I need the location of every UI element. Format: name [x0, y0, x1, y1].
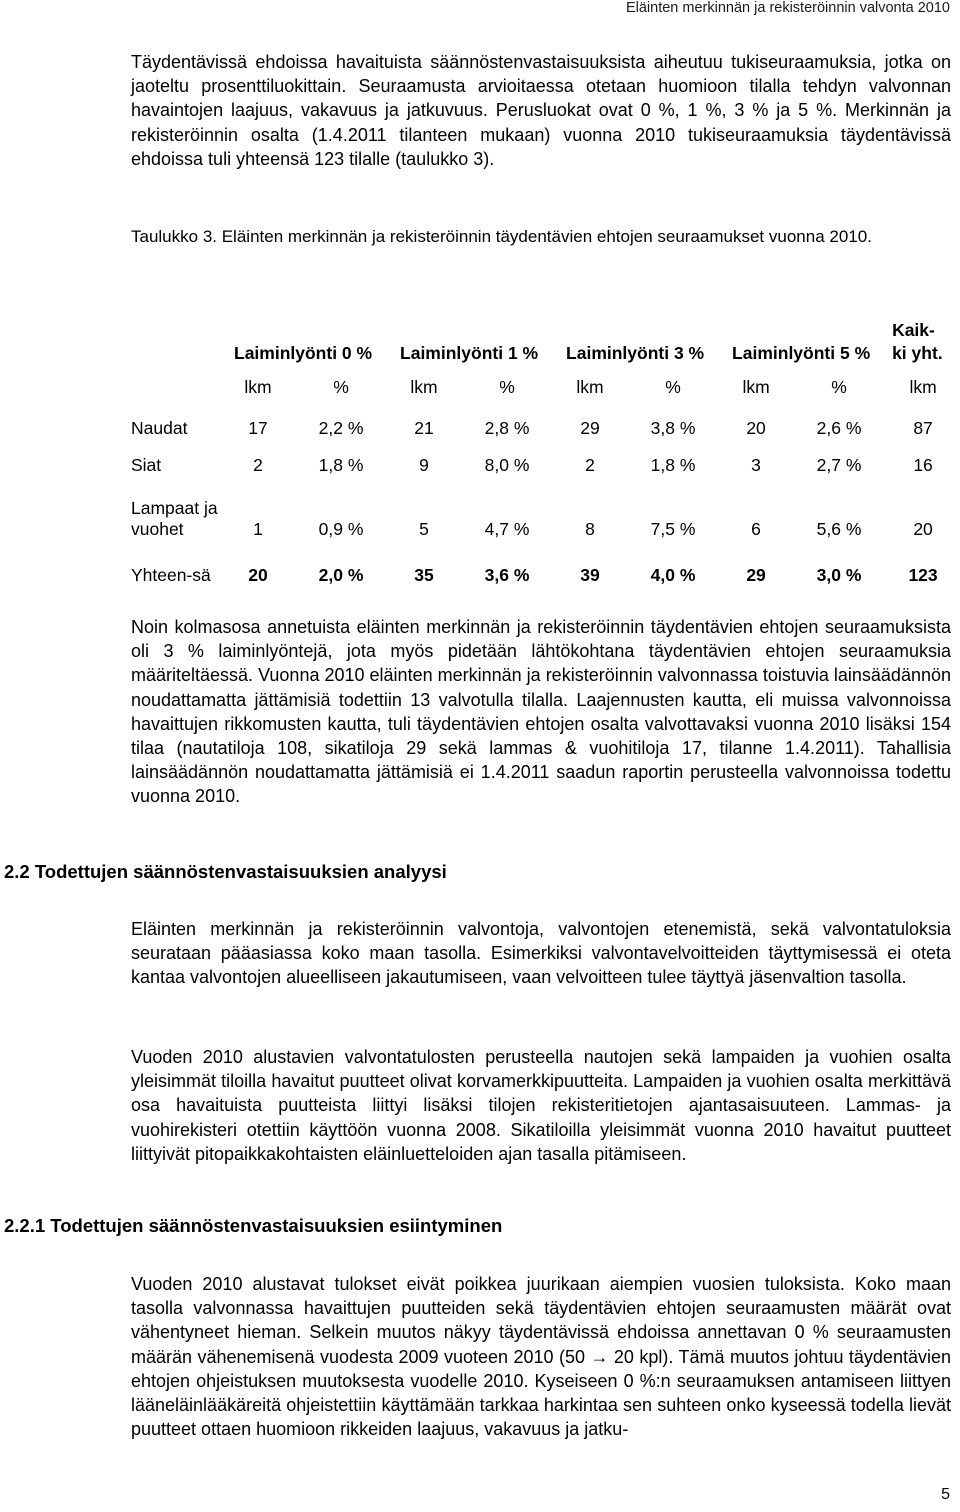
table-cell: 2,0 % — [318, 565, 364, 585]
row-label: Lampaat ja vuohet — [131, 498, 218, 539]
paragraph-analysis-1-text: Eläinten merkinnän ja rekisteröinnin valvontoja, valvontojen etenemistä, sekä valvontatuloksia seurataan pääasiassa koko maan tasolla. Esimerkiksi valvontavelvoitteiden täyttymisessä ei oteta kantaa valvontojen alueelliseen jakautumiseen, vaan velvoitteen tulee täyttyä jäsenvaltion tasolla. — [131, 919, 951, 988]
table-cell: 4,7 % — [484, 519, 530, 539]
row-label: Naudat — [131, 418, 188, 438]
paragraph-analysis-2 — [131, 1045, 951, 1166]
table-cell: 87 — [913, 418, 933, 438]
table-cell: 1,8 % — [650, 455, 696, 475]
header-col-0: Laiminlyönti 0 % — [234, 343, 373, 363]
table-row — [123, 447, 956, 484]
paragraph-intro-text: Täydentävissä ehdoissa havaituista säännöstenvastaisuuksista aiheutuu tukiseuraamuksia, jotka on jaoteltu prosenttiluokittain. Seuraamusta arvioitaessa otetaan huomioon tilalla tehdyn valvonnan havaintojen laajuus, vakavuus ja jatkuvuus. Perusluokat ovat 0 %, 1 %, 3 % ja 5 %. Merkinnän ja rekisteröinnin osalta (1.4.2011 tilanteen mukaan) vuonna 2010 tukiseuraamuksia täydentävissä ehdoissa tuli yhteensä 123 tilalle (taulukko 3). — [131, 52, 951, 169]
table-cell: 1,8 % — [318, 455, 364, 475]
unit-cell: lkm — [742, 377, 770, 397]
table-caption: Taulukko 3. Eläinten merkinnän ja rekisteröinnin täydentävien ehtojen seuraamukset vuonna 2010. — [131, 227, 872, 246]
table-cell: 123 — [908, 565, 938, 585]
table-cell: 4,0 % — [650, 565, 696, 585]
table-cell: 2 — [253, 455, 263, 475]
section-heading-2-2: 2.2 Todettujen säännöstenvastaisuuksien analyysi — [4, 861, 447, 882]
unit-cell: % — [333, 377, 349, 397]
table-cell: 2,8 % — [484, 418, 530, 438]
table-cell: 5,6 % — [816, 519, 862, 539]
header-col-3: Laiminlyönti 3 % — [566, 343, 705, 363]
table-cell: 3,6 % — [484, 565, 530, 585]
paragraph-intro — [131, 50, 951, 171]
table-cell: 2,7 % — [816, 455, 862, 475]
table-cell: 29 — [580, 418, 600, 438]
unit-cell: lkm — [909, 377, 937, 397]
paragraph-occurrence — [131, 1272, 951, 1441]
sanctions-table — [123, 290, 956, 586]
header-col-1: Laiminlyönti 1 % — [400, 343, 539, 363]
table-cell: 39 — [580, 565, 600, 585]
table-total-row — [123, 540, 956, 586]
table-cell: 8 — [585, 519, 595, 539]
table-cell: 20 — [248, 565, 268, 585]
table-cell: 0,9 % — [318, 519, 364, 539]
table-cell: 21 — [414, 418, 434, 438]
table-cell: 3 — [751, 455, 761, 475]
section-heading-2-2-1: 2.2.1 Todettujen säännöstenvastaisuuksien esiintyminen — [4, 1215, 503, 1236]
table-cell: 2,2 % — [318, 418, 364, 438]
table-cell: 2 — [585, 455, 595, 475]
table-cell: 8,0 % — [484, 455, 530, 475]
header-col-5: Laiminlyönti 5 % — [732, 343, 871, 363]
header-empty — [123, 290, 226, 365]
paragraph-occurrence-text: Vuoden 2010 alustavat tulokset eivät poikkea juurikaan aiempien vuosien tuloksista. Koko maan tasolla valvonnassa havaittujen puutteiden sekä täydentävien ehtojen seuraamusten määrät ovat vähentyneet hieman. Selkein muutos näkyy täydentävissä ehdoissa annettavan 0 % seuraamusten määrän vähenemisenä vuodesta 2009 vuoteen 2010 (50 → 20 kpl). Tämä muutos johtuu täydentävien ehtojen ohjeistuksen muutoksesta vuodelle 2010. Kyseiseen 0 %:n seuraamuksen antamiseen liittyen lääneläinlääkäreitä ohjeistettiin käyttämään tarkkaa harkintaa sen suhteen onko kyseessä todella lievät puutteet ottaen huomioon rikkeiden laajuus, vakavuus ja jatku- — [131, 1274, 951, 1440]
unit-cell: % — [499, 377, 515, 397]
table-cell: 9 — [419, 455, 429, 475]
paragraph-analysis-1 — [131, 917, 951, 990]
unit-cell: % — [831, 377, 847, 397]
page-number: 5 — [941, 1486, 950, 1503]
unit-cell: % — [665, 377, 681, 397]
table-cell: 20 — [913, 519, 933, 539]
table-cell: 7,5 % — [650, 519, 696, 539]
row-label: Siat — [131, 455, 162, 475]
table-cell: 5 — [419, 519, 429, 539]
paragraph-summary — [131, 615, 951, 809]
running-header: Eläinten merkinnän ja rekisteröinnin valvonta 2010 — [625, 0, 950, 16]
table-row — [123, 484, 956, 540]
table-cell: 3,0 % — [816, 565, 862, 585]
table-cell: 16 — [913, 455, 933, 475]
unit-cell: lkm — [244, 377, 272, 397]
header-col-total: Kaik-ki yht. — [892, 320, 943, 363]
unit-cell: lkm — [576, 377, 604, 397]
unit-cell: lkm — [410, 377, 438, 397]
unit-empty — [123, 365, 226, 410]
paragraph-summary-text: Noin kolmasosa annetuista eläinten merkinnän ja rekisteröinnin täydentävien ehtojen seuraamuksista oli 3 % laiminlyöntejä, jota myös pidetään lähtökohtana täydentävien ehtojen seuraamuksia määriteltäessä. Vuonna 2010 eläinten merkinnän ja rekisteröinnin valvonnassa toistuvia lainsäädännön noudattamatta jättämisiä todettiin 13 valvotulla tilalla. Laajennusten kautta, eli muissa valvonnoissa havaittujen rikkomusten kautta, tuli täydentävien ehtojen osalta valvottavaksi vuonna 2010 lisäksi 154 tilaa (nautatiloja 108, sikatiloja 29 sekä lammas & vuohitiloja 17, tilanne 1.4.2011). Tahallisia lainsäädännön noudattamatta jättämisiä ei 1.4.2011 saadun raportin perusteella valvonnoissa todettu vuonna 2010. — [131, 617, 951, 807]
table-cell: 2,6 % — [816, 418, 862, 438]
table-header-row — [123, 290, 956, 365]
table-cell: 3,8 % — [650, 418, 696, 438]
table-cell: 35 — [414, 565, 434, 585]
table-cell: 29 — [746, 565, 766, 585]
table-cell: 17 — [248, 418, 268, 438]
table-cell: 6 — [751, 519, 761, 539]
row-label: Yhteen-sä — [131, 565, 211, 585]
table-cell: 20 — [746, 418, 766, 438]
table-unit-row — [123, 365, 956, 410]
table-row — [123, 410, 956, 447]
paragraph-analysis-2-text: Vuoden 2010 alustavien valvontatulosten perusteella nautojen sekä lampaiden ja vuohien osalta yleisimmät tiloilla havaitut puutteet olivat korvamerkkipuutteita. Lampaiden ja vuohien osalta merkittävä osa havaituista puutteista liittyi lisäksi tilojen rekisteritietojen ajantasaisuuteen. Lammas- ja vuohirekisteri otettiin käyttöön vuonna 2008. Sikatiloilla yleisimmät vuonna 2010 havaitut puutteet liittyivät pitopaikkakohtaisten eläinluetteloiden ajan tasalla pitämiseen. — [131, 1047, 951, 1164]
table-cell: 1 — [253, 519, 263, 539]
